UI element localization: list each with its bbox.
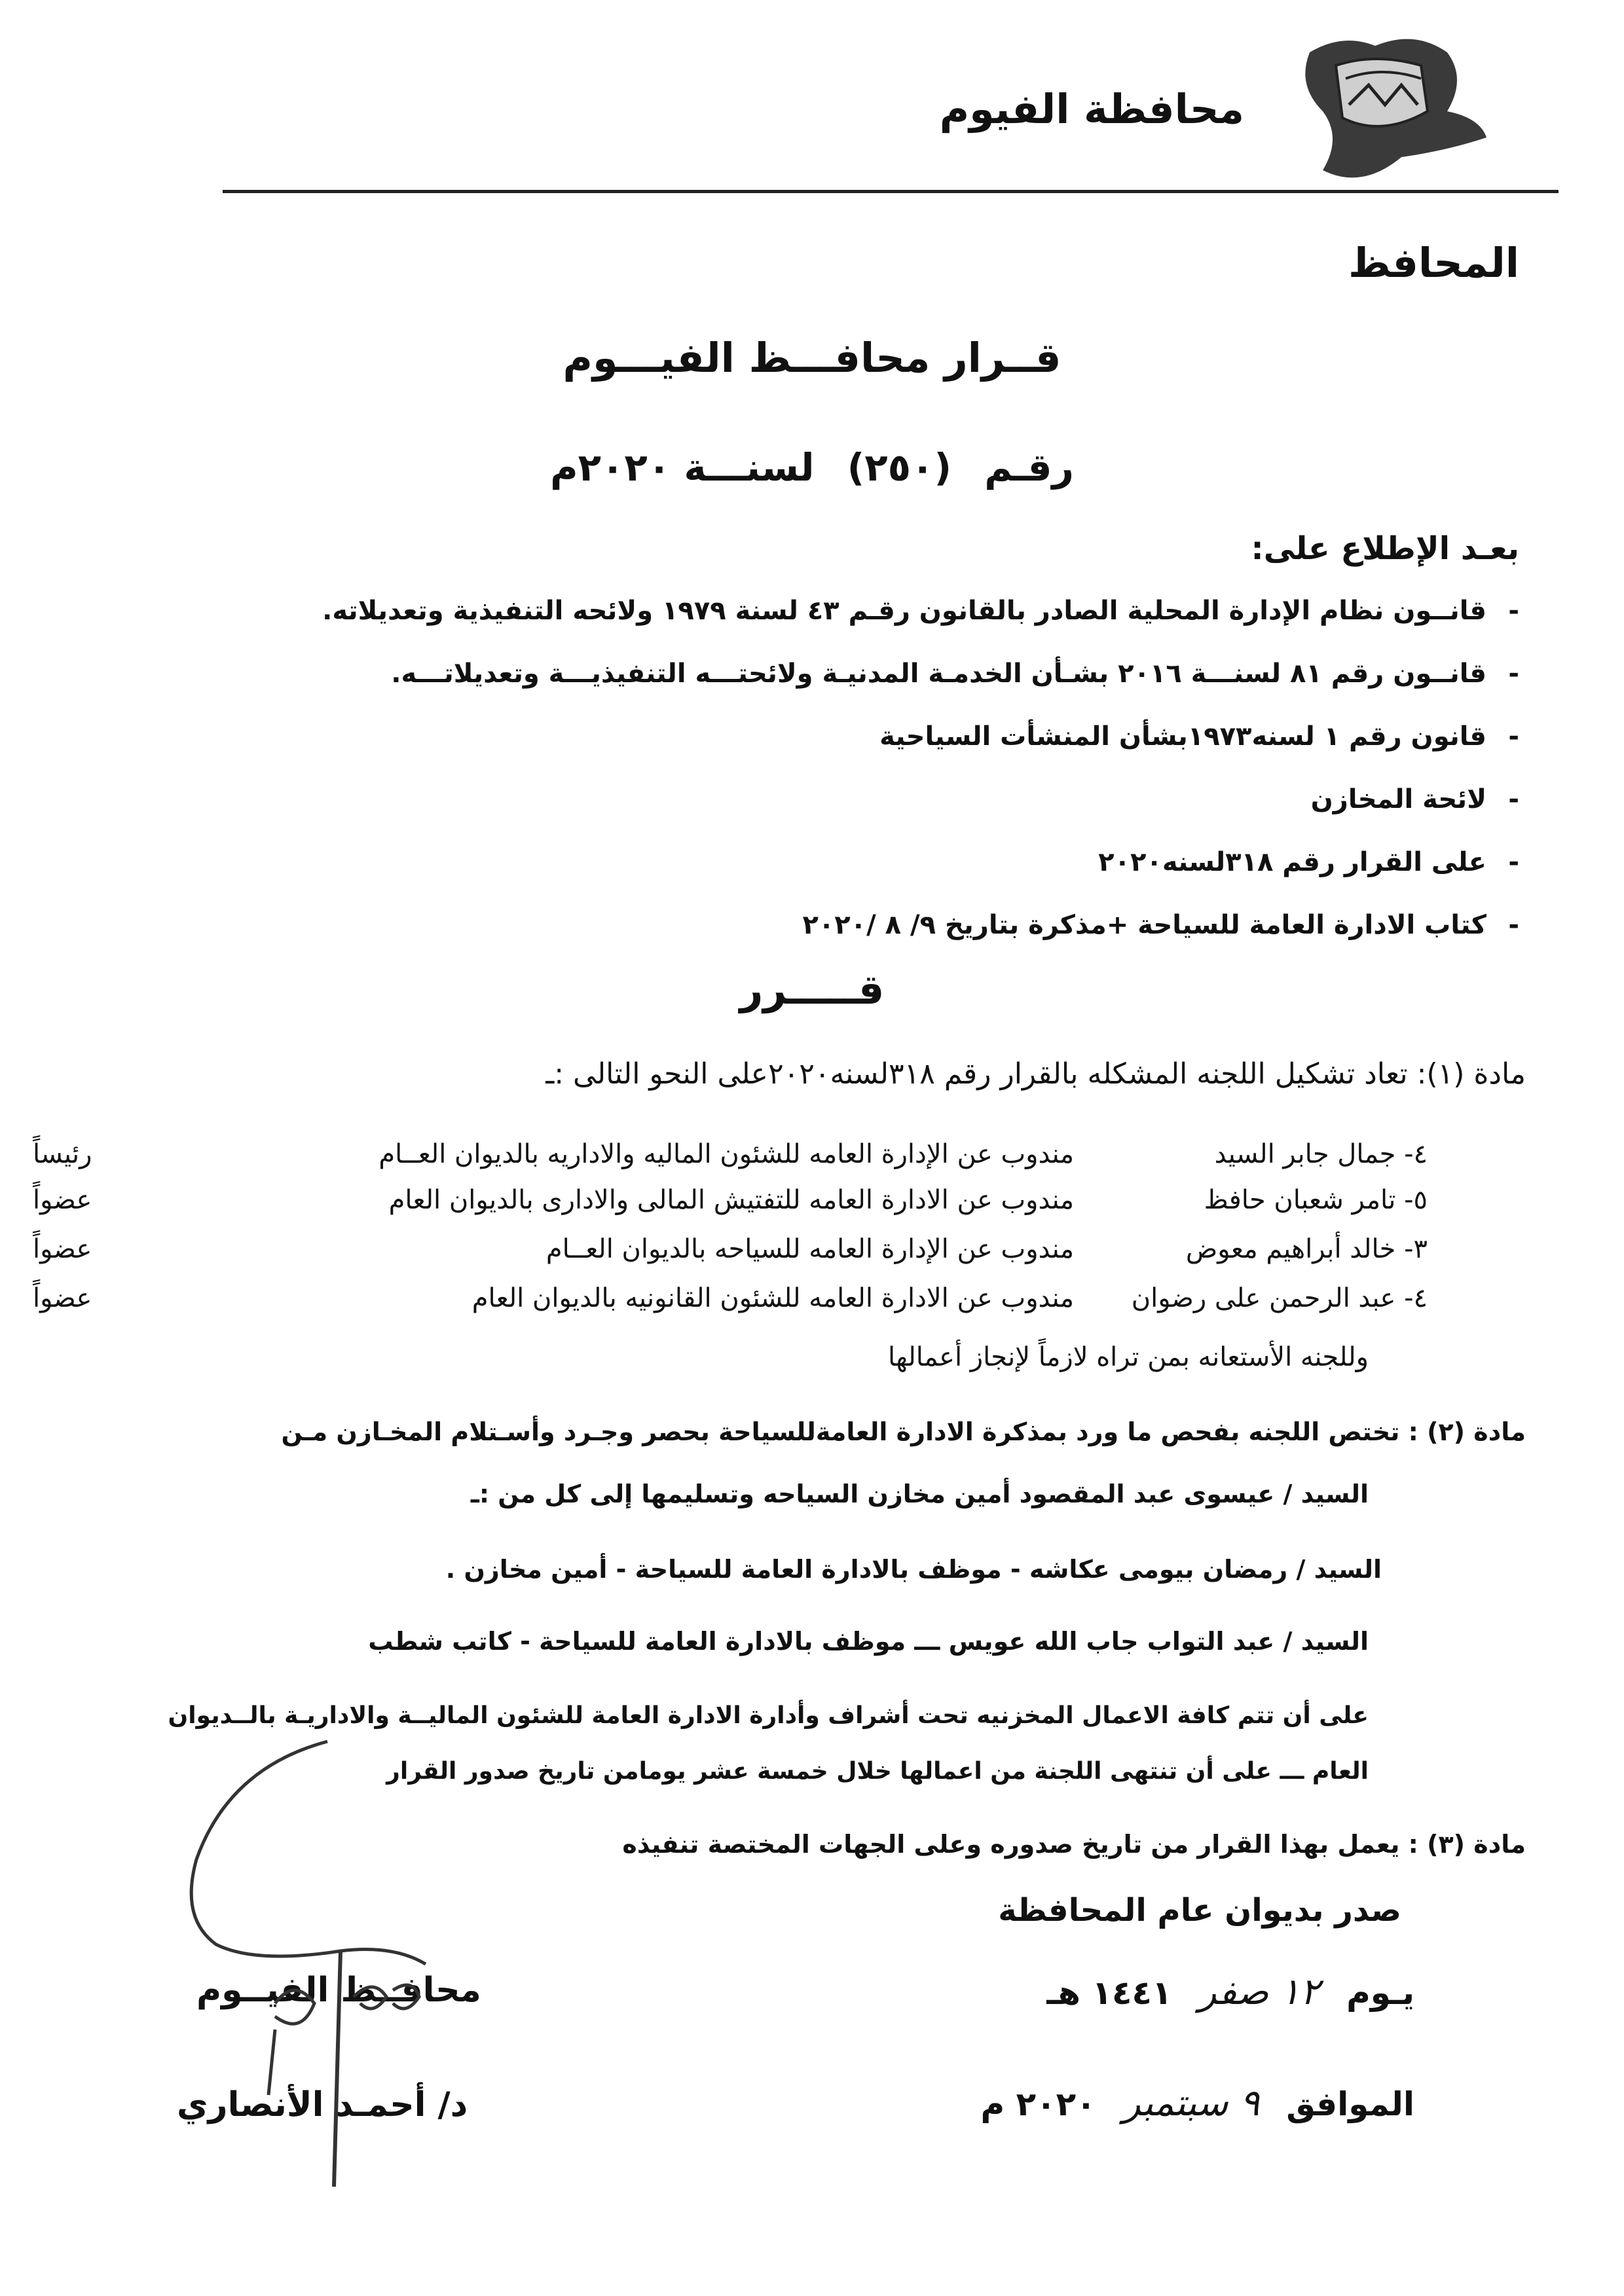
member-role: عضواً: [33, 1185, 92, 1215]
decree-number-line: [0, 445, 1624, 490]
article-2-line2: السيد / عيسوى عبد المقصود أمين مخازن السياحه وتسليمها إلى كل من :ـ: [470, 1480, 1369, 1508]
legal-basis-item: -كتاب الادارة العامة للسياحة +مذكرة بتاريخ ٩/ ٨ /٢٠٢٠: [802, 910, 1519, 940]
member-desc: مندوب عن الإدارة العامه للسياحه بالديوان العــام: [545, 1234, 1074, 1264]
member-role: عضواً: [33, 1283, 92, 1313]
date-hijri-year: ١٤٤١ هـ: [1046, 1974, 1172, 2012]
article-3: [622, 1830, 1526, 1859]
date-hijri-handwritten: ١٢ صفر: [1198, 1971, 1320, 2013]
issued-at: صدر بديوان عام المحافظة: [998, 1892, 1401, 1929]
member-name: ٤- جمال جابر السيد: [1214, 1139, 1428, 1169]
member-row: [33, 1234, 1428, 1280]
legal-basis-item: -لائحة المخازن: [1310, 784, 1519, 814]
article-2-line3: على أن تتم كافة الاعمال المخزنيه تحت أشراف وأدارة الادارة العامة للشئون الماليــة والاداريـة بالــديوان: [168, 1702, 1369, 1729]
member-name: ٤- عبد الرحمن على رضوان: [1131, 1283, 1428, 1313]
legal-basis-item: -قانــون نظام الإدارة المحلية الصادر بالقانون رقـم ٤٣ لسنة ١٩٧٩ ولائحه التنفيذية وتعديلاته.: [322, 596, 1519, 626]
article-2-person2: السيد / عبد التواب جاب الله عويس ـــ موظف بالادارة العامة للسياحة - كاتب شطب: [368, 1627, 1369, 1656]
decided-heading: قـــــرر: [739, 966, 885, 1013]
date-hijri: [1046, 1971, 1414, 2013]
article-3-label: مادة (٣) :: [1408, 1830, 1526, 1859]
member-row: [33, 1139, 1428, 1185]
member-role: رئيساً: [33, 1139, 92, 1169]
article-3-text: يعمل بهذا القرار من تاريخ صدوره وعلى الجهات المختصة تنفيذه: [622, 1830, 1400, 1859]
preamble: بعـد الإطلاع على:: [1251, 530, 1519, 567]
decree-number: (٢٥٠): [847, 445, 951, 490]
member-desc: مندوب عن الادارة العامه للتفتيش المالى والادارى بالديوان العام: [388, 1185, 1074, 1215]
date-hijri-prefix: يـوم: [1346, 1974, 1414, 2012]
article-2-line4: العام ـــ على أن تنتهى اللجنة من اعمالها خلال خمسة عشر يومامن تاريخ صدور القرار: [386, 1758, 1369, 1785]
legal-basis-list: [322, 596, 1519, 973]
date-gregorian-year: ٢٠٢٠ م: [980, 2085, 1096, 2123]
signatory-name: د/ أحمـد الأنصاري: [177, 2085, 468, 2124]
member-row: [33, 1283, 1428, 1329]
member-role: عضواً: [33, 1234, 92, 1264]
decree-title: قــرار محافـــظ الفيـــوم: [563, 334, 1061, 382]
heading-governor: المحافظ: [1348, 239, 1519, 287]
article-1: [545, 1057, 1526, 1091]
article-1-label: مادة (١):: [1416, 1057, 1526, 1091]
article-2-person1: السيد / رمضان بيومى عكاشه - موظف بالادارة العامة للسياحة - أمين مخازن .: [445, 1555, 1382, 1584]
handwritten-signature: [177, 1728, 452, 2200]
legal-basis-item: -قانــون رقم ٨١ لسنـــة ٢٠١٦ بشـأن الخدمـة المدنيـة ولائحتـــه التنفيذيـــة وتعديلاتـــه.: [391, 659, 1519, 689]
governorate-name: محافظة الفيوم: [939, 85, 1244, 133]
legal-basis-item: -على القرار رقم ٣١٨لسنه٢٠٢٠: [1098, 847, 1519, 877]
article-1-text: تعاد تشكيل اللجنه المشكله بالقرار رقم ٣١٨لسنه٢٠٢٠على النحو التالى :ـ: [545, 1057, 1408, 1091]
legal-basis-item: -قانون رقم ١ لسنه١٩٧٣بشأن المنشأت السياحية: [879, 721, 1519, 752]
member-desc: مندوب عن الإدارة العامه للشئون الماليه والاداريه بالديوان العــام: [378, 1139, 1074, 1169]
member-name: ٥- تامر شعبان حافظ: [1204, 1185, 1428, 1215]
article-2-label: مادة (٢) :: [1408, 1417, 1526, 1446]
member-name: ٣- خالد أبراهيم معوض: [1185, 1234, 1428, 1264]
article-1-note: وللجنه الأستعانه بمن تراه لازماً لإنجاز أعمالها: [887, 1342, 1369, 1372]
member-desc: مندوب عن الادارة العامه للشئون القانونيه بالديوان العام: [471, 1283, 1074, 1313]
decree-year: لسنـــة ٢٠٢٠م: [550, 445, 815, 490]
date-gregorian-prefix: الموافق: [1286, 2085, 1414, 2123]
date-gregorian: [981, 2082, 1414, 2124]
governorate-logo: [1283, 26, 1493, 196]
signatory-title: محافــظ الفيــوم: [196, 1971, 481, 2010]
header-divider: [223, 190, 1559, 193]
member-row: [33, 1185, 1428, 1231]
date-gregorian-handwritten: ٩ سبتمبر: [1122, 2082, 1260, 2124]
article-2-line1: مادة (٢) : تختص اللجنه بفحص ما ورد بمذكرة الادارة العامةللسياحة بحصر وجـرد وأسـتلام المخـازن مـن: [281, 1417, 1526, 1446]
decree-number-label: رقـم: [984, 445, 1074, 490]
